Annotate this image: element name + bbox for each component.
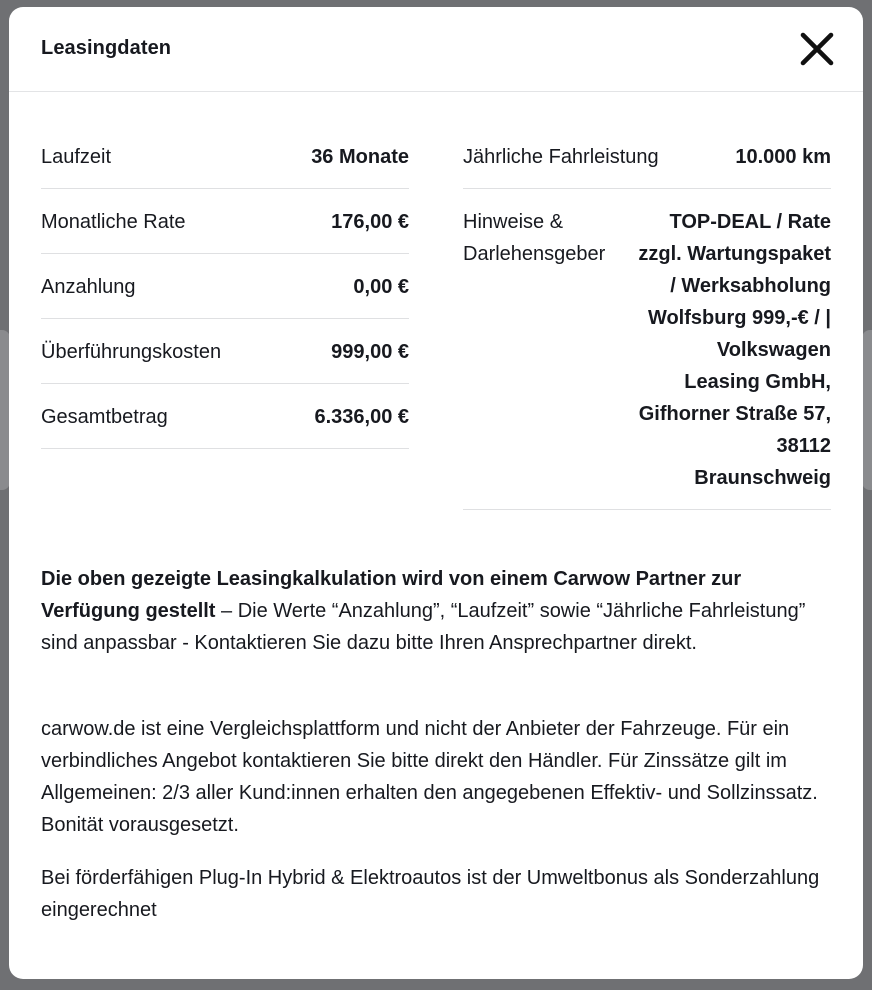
leasing-details-left <box>41 124 409 449</box>
leasing-details-right <box>463 124 831 510</box>
detail-row-gesamtbetrag <box>41 384 409 449</box>
detail-row-laufzeit <box>41 124 409 189</box>
platform-disclaimer <box>41 713 831 841</box>
partner-notice-bold: Die oben gezeigte Leasingkalkulation wird von einem Carwow Partner zur Verfügung gestellt <box>41 568 742 622</box>
umweltbonus-note <box>41 862 831 926</box>
detail-row-monatliche-rate <box>41 189 409 254</box>
close-icon <box>797 29 837 69</box>
partner-notice <box>41 563 831 659</box>
detail-value: 0,00 € <box>353 276 409 298</box>
detail-label: Jährliche Fahrleistung <box>463 146 659 168</box>
detail-label: Anzahlung <box>41 276 136 298</box>
detail-value: 176,00 € <box>331 211 409 233</box>
detail-label: Gesamtbetrag <box>41 406 168 428</box>
detail-label: Hinweise & Darlehensgeber <box>463 211 606 265</box>
detail-value: 6.336,00 € <box>314 406 409 428</box>
partner-notice-paragraph <box>41 563 831 659</box>
detail-value: 10.000 km <box>735 146 831 168</box>
detail-row-ueberfuehrungskosten <box>41 319 409 384</box>
detail-label: Monatliche Rate <box>41 211 186 233</box>
detail-row-anzahlung <box>41 254 409 319</box>
detail-row-hinweise-darlehensgeber <box>463 189 831 510</box>
background-car-card <box>862 330 872 490</box>
detail-value: 36 Monate <box>311 146 409 168</box>
modal-header <box>9 7 863 92</box>
umweltbonus-note-text: Bei förderfähigen Plug-In Hybrid & Elektroautos ist der Umweltbonus als Sonderzahlung eingerechnet <box>41 867 820 921</box>
partner-notice-text: – Die Werte “Anzahlung”, “Laufzeit” sowie “Jährliche Fahrleistung” sind anpassbar - Kontaktieren Sie dazu bitte Ihren Ansprechpartner direkt. <box>41 600 806 654</box>
close-button[interactable] <box>797 29 837 69</box>
modal-title: Leasingdaten <box>41 37 172 59</box>
detail-value: TOP-DEAL / Rate zzgl. Wartungspaket / Werksabholung Wolfsburg 999,-€ / | Volkswagen Leasing GmbH, Gifhorner Straße 57, 38112 Braunschweig <box>638 211 831 489</box>
detail-label: Überführungskosten <box>41 341 222 363</box>
platform-disclaimer-text: carwow.de ist eine Vergleichsplattform und nicht der Anbieter der Fahrzeuge. Für ein verbindliches Angebot kontaktieren Sie bitte direkt den Händler. Für Zinssätze gilt im Allgemeinen: 2/3 aller Kund:innen erhalten den angegebenen Effektiv- und Sollzinssatz. Bonität vorausgesetzt. <box>41 718 818 836</box>
leasing-modal <box>9 7 863 979</box>
detail-value: 999,00 € <box>331 341 409 363</box>
detail-label: Laufzeit <box>41 146 112 168</box>
detail-row-jaehrliche-fahrleistung <box>463 124 831 189</box>
